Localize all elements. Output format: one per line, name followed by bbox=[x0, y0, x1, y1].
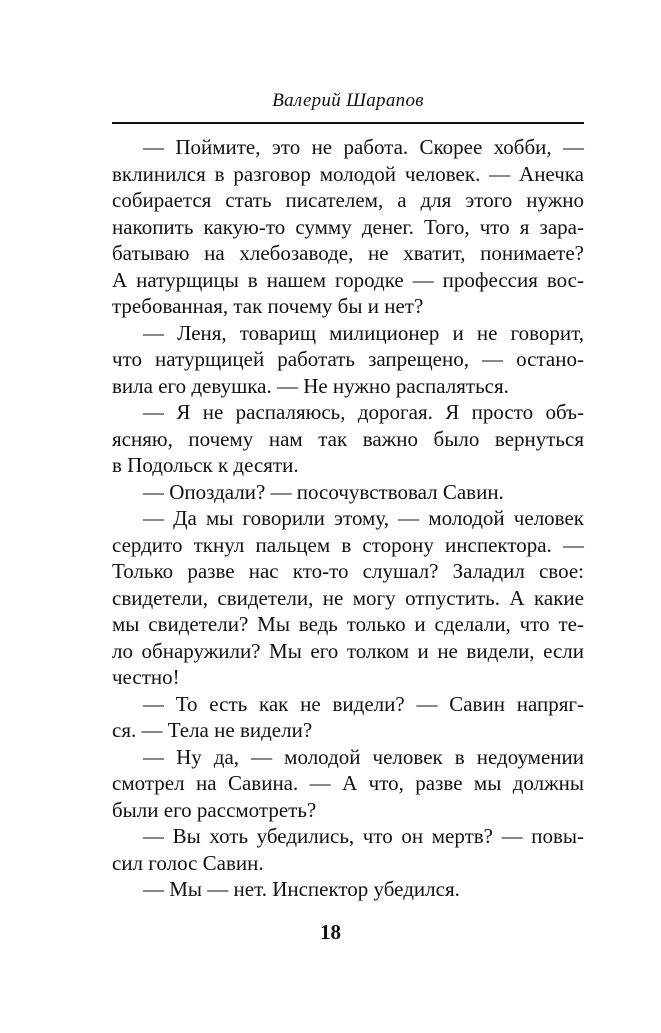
text-line: вклинился в разговор молодой человек. — Анечка bbox=[112, 161, 584, 186]
text-line: свидетели, свидетели, не могу отпустить. А какие bbox=[112, 585, 584, 610]
text-line: ло обнаружили? Мы его толком и не видели, если bbox=[112, 638, 584, 663]
paragraph bbox=[112, 505, 584, 691]
paragraph bbox=[112, 134, 584, 320]
paragraph bbox=[112, 479, 584, 506]
text-line: смотрел на Савина. — А что, разве мы должны bbox=[112, 771, 584, 795]
text-line: — Леня, товарищ милиционер и не говорит, bbox=[143, 320, 584, 345]
text-line: накопить какую-то сумму денег. Того, что я зара- bbox=[112, 214, 584, 239]
page-number: 18 bbox=[320, 920, 341, 944]
text-line: вила его девушка. — Не нужно распаляться. bbox=[112, 373, 509, 398]
text-line: собирается стать писателем, а для этого нужно bbox=[112, 188, 584, 212]
paragraph bbox=[112, 691, 584, 744]
text-line: — Вы хоть убедились, что он мертв? — повы- bbox=[143, 824, 584, 848]
paragraph bbox=[112, 876, 584, 903]
text-line: — Ну да, — молодой человек в недоумении bbox=[143, 744, 584, 769]
text-line: — Мы — нет. Инспектор убедился. bbox=[143, 877, 460, 901]
text-line: в Подольск к десяти. bbox=[112, 453, 299, 477]
text-line: Только разве нас кто-то слушал? Заладил свое: bbox=[112, 559, 584, 583]
paragraph bbox=[112, 744, 584, 824]
text-line: — Я не распаляюсь, дорогая. Я просто объ- bbox=[143, 400, 584, 424]
text-line: требованная, так почему бы и нет? bbox=[112, 294, 424, 318]
text-line: — Поймите, это не работа. Скорее хобби, — bbox=[143, 135, 584, 159]
paragraph bbox=[112, 823, 584, 876]
body-text bbox=[112, 134, 584, 903]
paragraph bbox=[112, 320, 584, 400]
text-line: мы свидетели? Мы ведь только и сделали, что те- bbox=[112, 612, 584, 636]
text-line: честно! bbox=[112, 665, 180, 689]
text-line: были его рассмотреть? bbox=[112, 797, 317, 822]
text-line: ясняю, почему нам так важно было вернуться bbox=[112, 426, 584, 451]
paragraph bbox=[112, 399, 584, 479]
text-line: А натурщицы в нашем городке — профессия вос- bbox=[112, 267, 584, 292]
running-head: Валерий Шарапов bbox=[272, 90, 424, 111]
text-line: — Опоздали? — посочувствовал Савин. bbox=[143, 479, 504, 504]
text-line: — Да мы говорили этому, — молодой человек bbox=[143, 506, 584, 530]
text-line: батываю на хлебозаводе, не хватит, понимаете? bbox=[112, 241, 584, 265]
header-rule bbox=[112, 122, 584, 124]
text-line: — То есть как не видели? — Савин напряг- bbox=[143, 691, 584, 716]
text-line: сердито ткнул пальцем в сторону инспектора. — bbox=[112, 532, 584, 557]
text-line: что натурщицей работать запрещено, — остано- bbox=[112, 347, 584, 371]
text-line: ся. — Тела не видели? bbox=[112, 718, 313, 742]
text-line: сил голос Савин. bbox=[112, 850, 264, 875]
